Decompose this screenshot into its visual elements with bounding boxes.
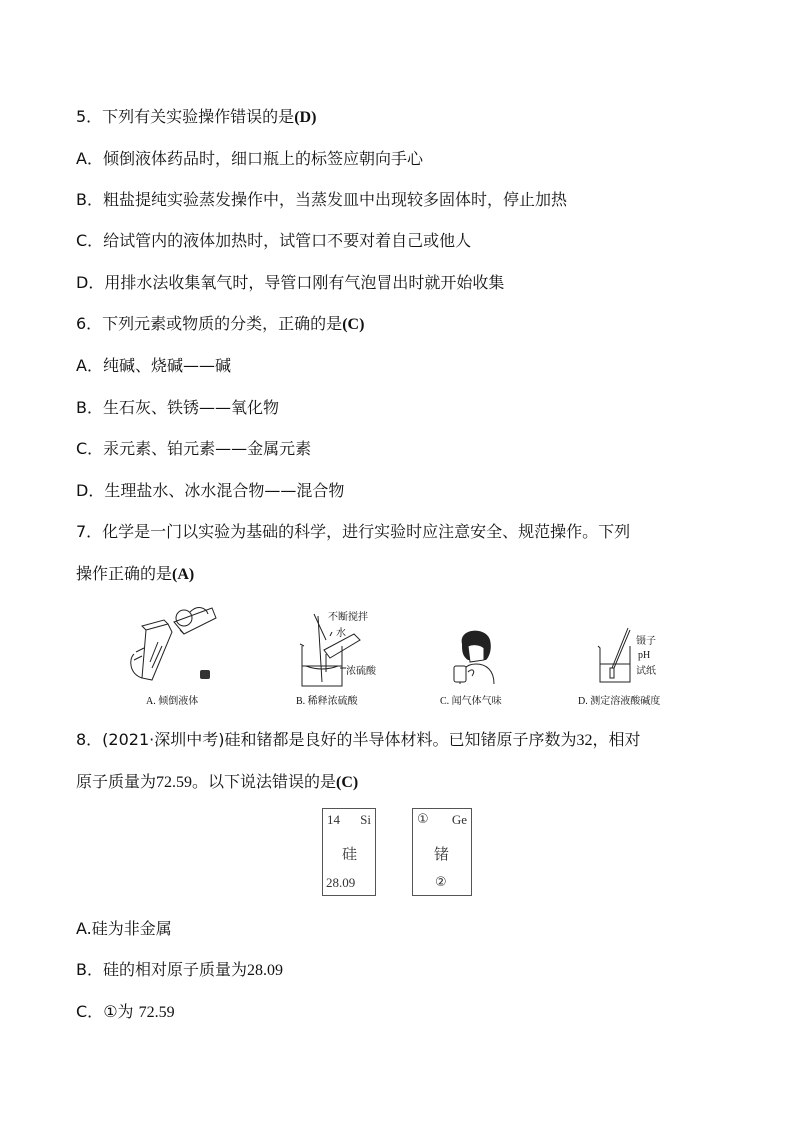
q8-line2-text: 原子质量为: [76, 772, 157, 791]
q7-fig-a-caption: A. 倾倒液体: [146, 696, 199, 707]
germanium-element-cell: [412, 808, 472, 896]
q5-stem-text: 5．下列有关实验操作错误的是: [76, 107, 295, 126]
ge-mass: ②: [435, 875, 447, 890]
ge-number: ①: [417, 812, 429, 827]
silicon-element-cell: [322, 808, 376, 896]
q5-option-c: C．给试管内的液体加热时，试管口不要对着自己或他人: [76, 231, 472, 250]
q8-stem-line2: [76, 771, 358, 794]
label-ph: pH: [638, 650, 651, 661]
q8-option-b: [76, 959, 283, 982]
q8-option-c-label: C．: [76, 1002, 104, 1021]
q7-fig-b-caption: B. 稀释浓硫酸: [296, 696, 358, 707]
q5-answer: (D): [294, 109, 317, 126]
q8-answer: (C): [336, 774, 359, 791]
label-ph-paper: 试纸: [636, 666, 656, 677]
label-tweezers: 镊子: [636, 636, 656, 647]
q8-stem-line1: [76, 729, 641, 752]
q6-stem: [76, 313, 364, 336]
q5-option-a: A．倾倒液体药品时，细口瓶上的标签应朝向手心: [76, 149, 423, 168]
q7-fig-d-caption: D. 测定溶液酸碱度: [578, 696, 661, 707]
q8-atomic-mass: 72.59: [156, 774, 193, 791]
q8-option-c-circle: ①: [103, 1002, 118, 1021]
q8-option-a: A.硅为非金属: [76, 919, 172, 938]
q5-option-b: B．粗盐提纯实验蒸发操作中，当蒸发皿中出现较多固体时，停止加热: [76, 190, 567, 209]
label-water: 水: [336, 628, 346, 639]
si-number: 14: [327, 812, 340, 827]
label-conc-acid: 浓硫酸: [346, 666, 376, 677]
q8-line1-suffix: ，相对: [592, 730, 641, 749]
q6-option-b: B．生石灰、铁锈——氧化物: [76, 398, 279, 417]
q8-atomic-number: 32: [576, 732, 593, 749]
ph-test-figure: [596, 624, 636, 686]
si-symbol: Si: [360, 812, 371, 827]
ge-name: 锗: [434, 845, 450, 863]
q6-stem-text: 6．下列元素或物质的分类，正确的是: [76, 314, 343, 333]
pouring-liquid-figure: [124, 602, 224, 684]
smelling-gas-figure: [450, 626, 500, 686]
q8-option-b-text: B．硅的相对原子质量为: [76, 960, 247, 979]
q6-option-d: D．生理盐水、冰水混合物——混合物: [76, 481, 345, 500]
q7-fig-c-caption: C. 闻气体气味: [440, 696, 502, 707]
q7-stem-text: 操作正确的是: [76, 564, 173, 583]
q5-stem: [76, 106, 316, 129]
q7-stem-line2: [76, 563, 194, 586]
q8-option-b-value: 28.09: [246, 962, 283, 979]
q5-option-d: D．用排水法收集氧气时，导管口刚有气泡冒出时就开始收集: [76, 273, 505, 292]
q6-answer: (C): [342, 316, 365, 333]
q6-option-c: C．汞元素、铂元素——金属元素: [76, 439, 312, 458]
q7-answer: (A): [172, 566, 195, 583]
q8-line2-suffix: 。以下说法错误的是: [192, 772, 337, 791]
q7-stem-line1: 7．化学是一门以实验为基础的科学，进行实验时应注意安全、规范操作。下列: [76, 522, 631, 541]
label-stir: 不断搅拌: [328, 612, 368, 623]
ge-symbol: Ge: [451, 812, 467, 827]
bottle-stopper-icon: [200, 670, 210, 679]
si-mass: 28.09: [326, 875, 356, 890]
q8-option-c: [76, 1001, 175, 1024]
si-name: 硅: [342, 845, 358, 863]
q8-option-c-text: 为: [117, 1002, 134, 1021]
q8-line1-text: 8．(2021·深圳中考)硅和锗都是良好的半导体材料。已知锗原子序数为: [76, 730, 577, 749]
q8-option-c-value: 72.59: [138, 1004, 175, 1021]
q6-option-a: A．纯碱、烧碱——碱: [76, 356, 231, 375]
